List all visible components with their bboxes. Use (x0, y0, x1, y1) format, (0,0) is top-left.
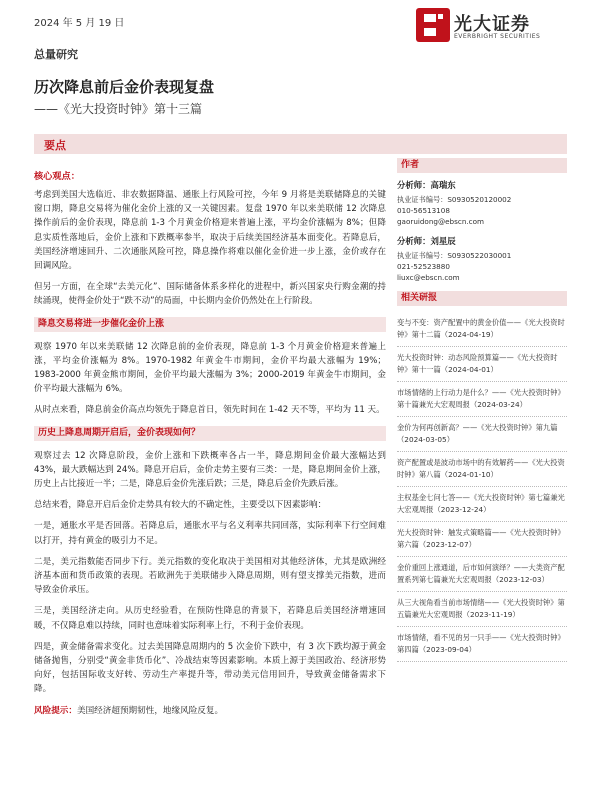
logo-name-cn: 光大证券 (454, 14, 530, 35)
related-report-item[interactable]: 市场情绪，看不见的另一只手——《光大投资时钟》第四篇（2023-09-04） (397, 627, 567, 662)
logo-name-en: EVERBRIGHT SECURITIES (454, 33, 541, 40)
summary-banner-label: 要点 (44, 139, 66, 152)
core-paragraph: 但另一方面，在全球“去美元化”、国际储备体系多样化的进程中，新兴国家央行购金潮的持续涌现，使得金价处于“跌不动”的局面，中长期内金价仍然处在上行阶段。 (34, 282, 386, 307)
related-report-item[interactable]: 金价为何再创新高？——《光大投资时钟》第九篇（2024-03-05） (397, 417, 567, 452)
section1-heading: 降息交易将进一步催化金价上涨 (34, 317, 386, 332)
related-report-item[interactable]: 金价重回上涨通道，后市如何演绎？——大类资产配置系列第七篇兼光大宏观周报（2023-12-03） (397, 557, 567, 592)
analyst-cert: 执业证书编号：S0930522030001 (397, 251, 512, 260)
section2-paragraph: 观察过去 12 次降息阶段，金价上涨和下跌概率各占一半，降息期间金价最大涨幅达到 43%，最大跌幅达到 24%。降息开启后，金价走势主要有三类：一是，降息期间金价上涨，历史上占比接近一半；二是，降息后金价先涨后跌；三是，降息后金价先跌后涨。 (34, 450, 386, 490)
related-report-item[interactable]: 资产配置或是波动市场中的有效解药——《光大投资时钟》第八篇（2024-01-10） (397, 452, 567, 487)
section2-paragraph: 一是，通胀水平是否回落。若降息后，通胀水平与名义利率共同回落，实际利率下行空间难以打开，持有黄金的吸引力不足。 (34, 521, 386, 546)
related-report-item[interactable]: 变与不变：资产配置中的黄金价值——《光大投资时钟》第十二篇（2024-04-19） (397, 312, 567, 347)
related-report-item[interactable]: 从三大视角看当前市场情绪——《光大投资时钟》第五篇兼光大宏观周报（2023-11-19） (397, 592, 567, 627)
analyst-cert: 执业证书编号：S0930520120002 (397, 195, 512, 204)
related-report-item[interactable]: 市场情绪的上行动力是什么？——《光大投资时钟》第十篇兼光大宏观周报（2024-03-24） (397, 382, 567, 417)
related-report-item[interactable]: 光大投资时钟：动态风险预算篇——《光大投资时钟》第十一篇（2024-04-01） (397, 347, 567, 382)
main-content (34, 164, 386, 716)
analyst-email[interactable]: gaoruidong@ebscn.com (397, 217, 485, 226)
risk-warning-label: 风险提示： (34, 705, 77, 716)
analyst-phone: 021-52523880 (397, 262, 450, 271)
report-subtitle: ——《光大投资时钟》第十三篇 (34, 102, 203, 116)
section1-paragraph: 从时点来看，降息前金价高点均领先于降息首日，领先时间在 1-42 天不等，平均为 11 天。 (34, 405, 385, 416)
section2-paragraph: 三是，美国经济走向。从历史经验看，在预防性降息的背景下，若降息后美国经济增速回暖，不仅降息难以持续，同时也意味着实际利率上行，不利于金价表现。 (34, 606, 386, 631)
company-logo (416, 6, 566, 46)
analyst-card (397, 179, 567, 227)
analyst-name: 分析师：高瑞东 (397, 180, 456, 190)
core-paragraph: 考虑到美国大选临近、非农数据降温、通胀上行风险可控，今年 9 月将是美联储降息的关键窗口期，降息交易将为催化金价上涨的又一关键因素。复盘 1970 年以来美联储 12 次降息操作前后的金价表现，降息前 1-3 个月黄金价格迎来普遍上涨，平均金价涨幅为 8%；但降息实质性落地后，金价上涨和下跌概率参半，取决于后续美国经济基本面变化。若降息后，美国经济增速回升、二次通胀风险可控，降息操作将难以催化金价进一步上涨，金价或存在回调风险。 (34, 190, 386, 272)
section2-paragraph: 二是，美元指数能否同步下行。美元指数的变化取决于美国相对其他经济体，尤其是欧洲经济基本面和货币政策的表现。若欧洲先于美联储步入降息周期，则有望支撑美元指数，进而导致金价承压。 (34, 556, 386, 596)
analyst-name: 分析师：刘星辰 (397, 236, 456, 246)
report-date: 2024 年 5 月 19 日 (34, 18, 125, 29)
section1-paragraph: 观察 1970 年以来美联储 12 次降息前的金价表现，降息前 1-3 个月黄金价格迎来普遍上涨，平均金价涨幅为 8%。1970-1982 年黄金牛市期间，金价平均最大涨幅为 19%；1983-2000 年黄金熊市期间，金价平均最大涨幅为 3%；2000-2019 年黄金牛市期间，金价平均最大涨幅为 6%。 (34, 341, 386, 395)
section2-heading: 历史上降息周期开启后，金价表现如何？ (34, 426, 386, 441)
report-category: 总量研究 (34, 48, 78, 61)
related-report-item[interactable]: 主权基金七问七答——《光大投资时钟》第七篇兼光大宏观周报（2023-12-24） (397, 487, 567, 522)
sidebar (397, 158, 567, 662)
section2-paragraph: 四是，黄金储备需求变化。过去美国降息周期内的 5 次金价下跌中，有 3 次下跌均源于黄金储备抛售，分别受“黄金非货币化”、冷战结束等因素影响。本质上源于美国政治、经济形势向好，包括国际收支好转、劳动生产率提升等，带动美元信用回升，导致黄金储备需求下降。 (34, 641, 386, 695)
core-view-heading: 核心观点： (34, 171, 80, 182)
section2-paragraph: 总结来看，降息开启后金价走势具有较大的不确定性，主要受以下因素影响： (34, 500, 327, 511)
report-title: 历次降息前后金价表现复盘 (34, 78, 215, 96)
authors-heading: 作者 (397, 158, 567, 173)
analyst-card (397, 235, 567, 283)
everbright-logo-icon (416, 8, 450, 42)
related-report-item[interactable]: 光大投资时钟：触发式策略篇——《光大投资时钟》第六篇（2023-12-07） (397, 522, 567, 557)
analyst-email[interactable]: liuxc@ebscn.com (397, 273, 460, 282)
risk-warning (34, 704, 386, 716)
summary-banner (34, 134, 567, 154)
risk-warning-text: 美国经济超预期韧性，地缘风险反复。 (76, 705, 224, 716)
analyst-phone: 010-56513108 (397, 206, 450, 215)
related-reports-heading: 相关研报 (397, 291, 567, 306)
